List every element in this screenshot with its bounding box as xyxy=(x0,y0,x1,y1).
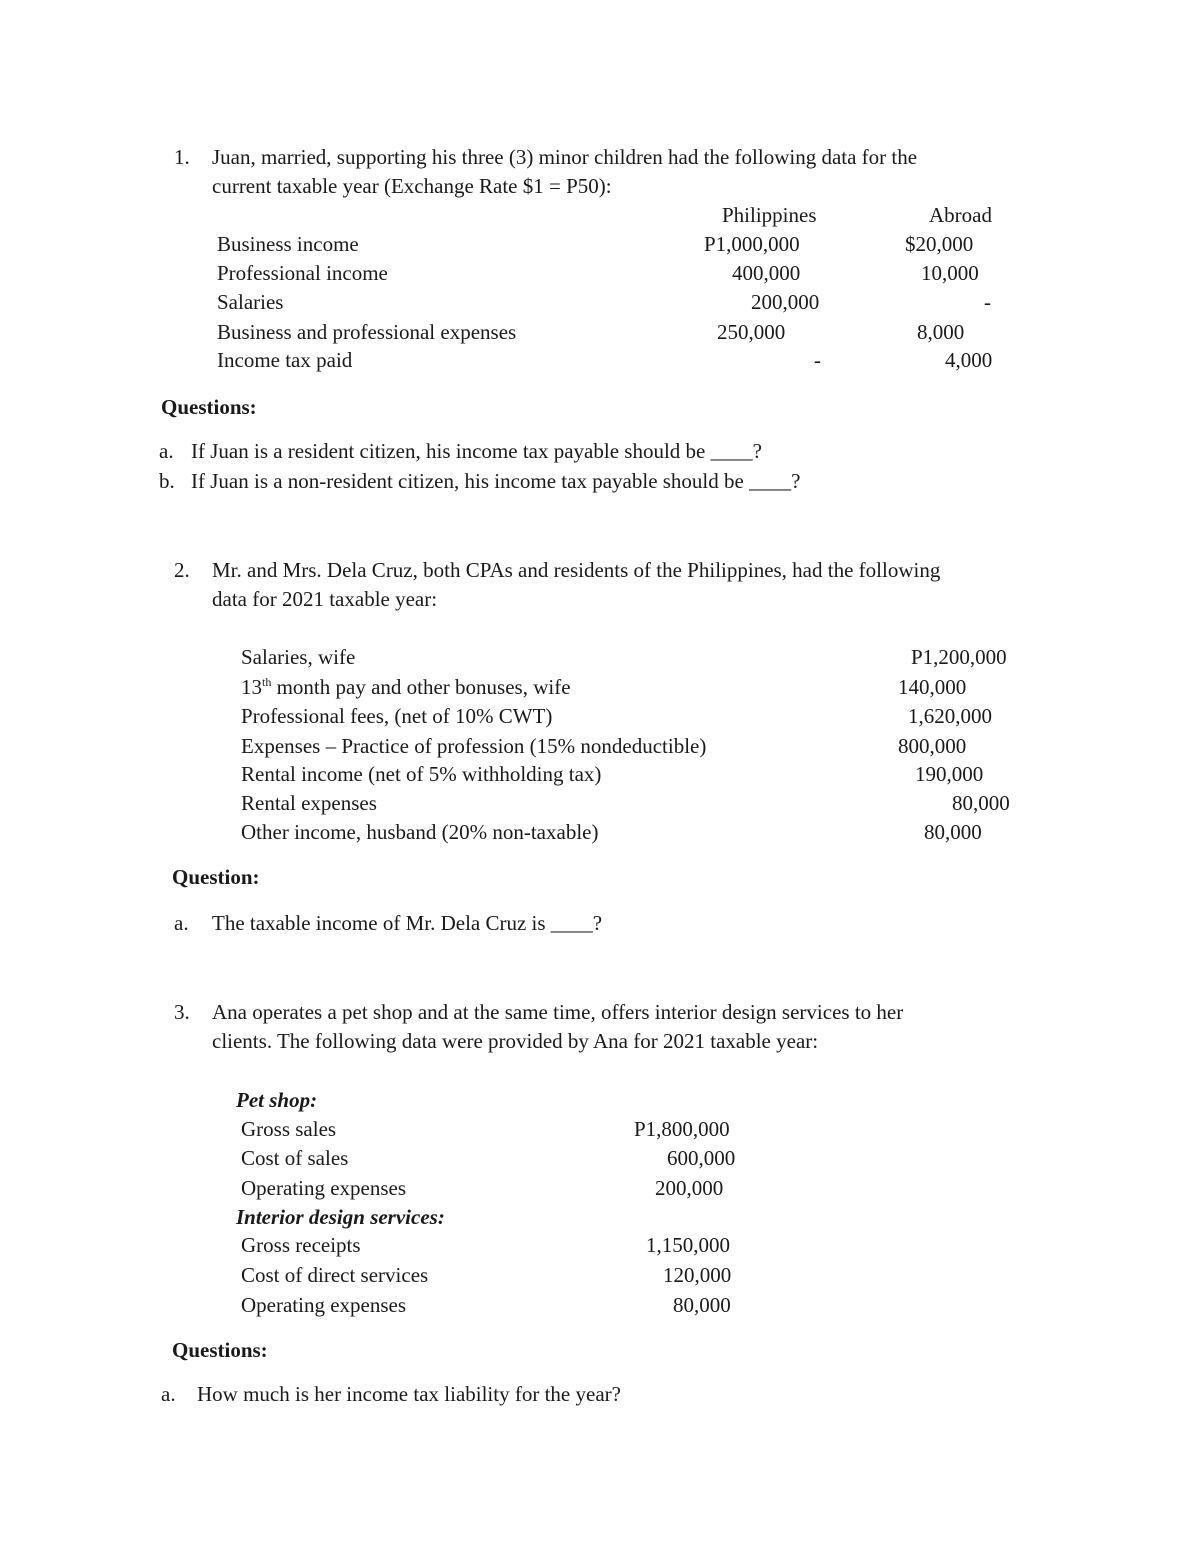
row-value: 140,000 xyxy=(898,675,967,699)
row-value: 600,000 xyxy=(667,1146,736,1170)
row-label: Cost of sales xyxy=(241,1146,349,1170)
row-label: Gross sales xyxy=(241,1117,337,1141)
row-value: 120,000 xyxy=(663,1263,732,1287)
row-value: 80,000 xyxy=(952,791,1010,815)
question-heading: Question: xyxy=(172,865,260,889)
row-value-abroad: 4,000 xyxy=(945,348,993,372)
interior-design-heading: Interior design services: xyxy=(236,1205,445,1229)
row-label: 13th month pay and other bonuses, wife xyxy=(241,675,571,699)
problem-1-text-line-1: Juan, married, supporting his three (3) minor children had the following data for the xyxy=(212,145,918,169)
row-value: 80,000 xyxy=(673,1293,731,1317)
row-label: Rental expenses xyxy=(241,791,377,815)
row-label: Salaries, wife xyxy=(241,645,356,669)
row-label: Cost of direct services xyxy=(241,1263,429,1287)
questions-heading: Questions: xyxy=(172,1338,268,1362)
row-label: Business income xyxy=(217,232,359,256)
questions-heading: Questions: xyxy=(161,395,257,419)
question-text: If Juan is a resident citizen, his income tax payable should be ____? xyxy=(191,439,762,463)
row-value: 200,000 xyxy=(655,1176,724,1200)
row-value-abroad: - xyxy=(984,290,991,314)
question-letter: a. xyxy=(161,1382,176,1406)
row-label: Other income, husband (20% non-taxable) xyxy=(241,820,599,844)
row-value-philippines: 400,000 xyxy=(732,261,801,285)
question-text: If Juan is a non-resident citizen, his income tax payable should be ____? xyxy=(191,469,801,493)
row-value-philippines: 200,000 xyxy=(751,290,820,314)
question-letter: b. xyxy=(159,469,175,493)
row-label: Business and professional expenses xyxy=(217,320,517,344)
column-header-abroad: Abroad xyxy=(929,203,992,227)
row-label: Operating expenses xyxy=(241,1293,407,1317)
question-letter: a. xyxy=(159,439,174,463)
row-value: 800,000 xyxy=(898,734,967,758)
row-value: 80,000 xyxy=(924,820,982,844)
row-label: Rental income (net of 5% withholding tax) xyxy=(241,762,602,786)
row-value-abroad: 10,000 xyxy=(921,261,979,285)
row-value-abroad: 8,000 xyxy=(917,320,965,344)
row-label: Income tax paid xyxy=(217,348,353,372)
row-value-philippines: 250,000 xyxy=(717,320,786,344)
question-letter: a. xyxy=(174,911,189,935)
row-value-philippines: - xyxy=(814,348,821,372)
problem-3-number: 3. xyxy=(174,1000,190,1024)
row-label: Operating expenses xyxy=(241,1176,407,1200)
problem-2-number: 2. xyxy=(174,558,190,582)
row-label: Gross receipts xyxy=(241,1233,361,1257)
problem-2-text-line-1: Mr. and Mrs. Dela Cruz, both CPAs and residents of the Philippines, had the following xyxy=(212,558,941,582)
row-value: 1,620,000 xyxy=(908,704,992,728)
row-label: Salaries xyxy=(217,290,284,314)
problem-3-text-line-1: Ana operates a pet shop and at the same time, offers interior design services to her xyxy=(212,1000,904,1024)
problem-3-text-line-2: clients. The following data were provided by Ana for 2021 taxable year: xyxy=(212,1029,819,1053)
column-header-philippines: Philippines xyxy=(722,203,817,227)
question-text: How much is her income tax liability for the year? xyxy=(197,1382,621,1406)
row-label: Professional fees, (net of 10% CWT) xyxy=(241,704,553,728)
row-label: Professional income xyxy=(217,261,388,285)
row-label: Expenses – Practice of profession (15% nondeductible) xyxy=(241,734,707,758)
row-value-philippines: P1,000,000 xyxy=(704,232,800,256)
pet-shop-heading: Pet shop: xyxy=(236,1088,318,1112)
problem-1-text-line-2: current taxable year (Exchange Rate $1 = P50): xyxy=(212,174,612,198)
question-text: The taxable income of Mr. Dela Cruz is ____? xyxy=(212,911,603,935)
row-value: P1,200,000 xyxy=(911,645,1007,669)
row-value: 190,000 xyxy=(915,762,984,786)
problem-1-number: 1. xyxy=(174,145,190,169)
problem-2-text-line-2: data for 2021 taxable year: xyxy=(212,587,438,611)
row-value-abroad: $20,000 xyxy=(905,232,974,256)
row-value: P1,800,000 xyxy=(634,1117,730,1141)
row-value: 1,150,000 xyxy=(646,1233,730,1257)
